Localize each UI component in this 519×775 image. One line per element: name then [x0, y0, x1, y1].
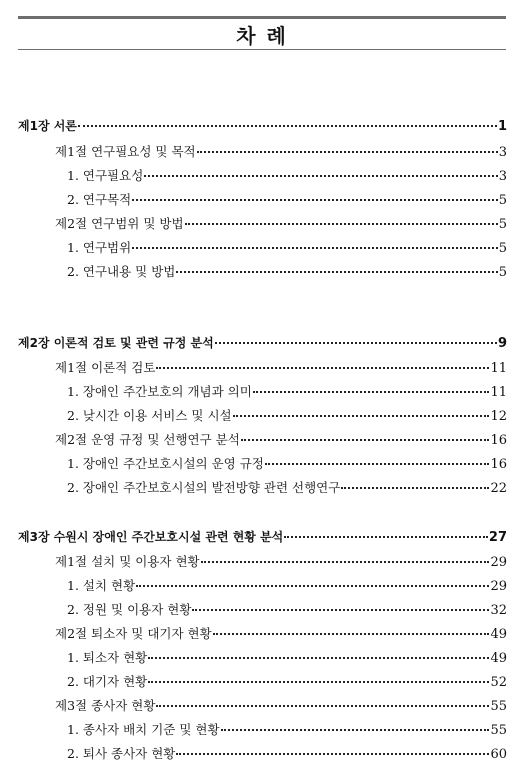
dot-leader [156, 704, 489, 707]
toc-entry-page: 27 [488, 530, 507, 545]
dot-leader [284, 535, 488, 538]
toc-entry-page: 1 [497, 119, 507, 134]
toc-entry-label: 2. 연구목적 [67, 192, 132, 207]
toc-entry-subsection[interactable] [67, 238, 507, 258]
toc-entry-label: 2. 퇴사 종사자 현황 [67, 746, 176, 761]
toc-entry-section[interactable] [55, 142, 507, 162]
toc-entry-label: 제2절 연구범위 및 방법 [55, 216, 184, 231]
toc-entry-page: 16 [490, 433, 507, 448]
dot-leader [148, 680, 489, 683]
toc-entry-subsection[interactable] [67, 648, 507, 668]
toc-entry-section[interactable] [55, 696, 507, 716]
dot-leader [185, 222, 498, 225]
page-title: 차 례 [236, 23, 288, 48]
toc-entry-label: 제2절 퇴소자 및 대기자 현황 [55, 626, 212, 641]
toc-entry-page: 29 [490, 579, 507, 594]
toc-entry-label: 2. 대기자 현황 [67, 674, 148, 689]
toc-entry-section[interactable] [55, 358, 507, 378]
dot-leader [176, 270, 497, 273]
toc-entry-page: 52 [490, 675, 507, 690]
toc-entry-label: 제3장 수원시 장애인 주간보호시설 관련 현황 분석 [18, 530, 284, 544]
dot-leader [144, 174, 497, 177]
dot-leader [156, 366, 489, 369]
toc-entry-subsection[interactable] [67, 744, 507, 764]
toc-entry-label: 제2장 이론적 검토 및 관련 규정 분석 [18, 336, 214, 350]
toc-entry-label: 2. 장애인 주간보호시설의 발전방향 관련 선행연구 [67, 480, 341, 495]
toc-entry-subsection[interactable] [67, 672, 507, 692]
toc-entry-label: 2. 정원 및 이용자 현황 [67, 602, 192, 617]
toc-entry-section[interactable] [55, 624, 507, 644]
toc-entry-page: 11 [490, 385, 507, 400]
toc-entry-label: 제1절 설치 및 이용자 현황 [55, 554, 200, 569]
toc-entry-page: 11 [490, 361, 507, 376]
toc-entry-section[interactable] [55, 214, 507, 234]
toc-entry-subsection[interactable] [67, 576, 507, 596]
dot-leader [213, 632, 490, 635]
dot-leader [132, 246, 498, 249]
toc-entry-page: 29 [490, 555, 507, 570]
dot-leader [197, 150, 498, 153]
toc-entry-label: 1. 설치 현황 [67, 578, 136, 593]
dot-leader [201, 560, 490, 563]
toc-entry-subsection[interactable] [67, 190, 507, 210]
toc-entry-subsection[interactable] [67, 600, 507, 620]
toc-entry-label: 1. 종사자 배치 기준 및 현황 [67, 722, 220, 737]
toc-entry-page: 3 [498, 169, 507, 184]
toc-entry-page: 60 [490, 747, 507, 762]
dot-leader [221, 728, 490, 731]
dot-leader [132, 198, 498, 201]
toc-entry-page: 16 [490, 457, 507, 472]
toc-entry-page: 3 [498, 145, 507, 160]
toc-entry-label: 1. 장애인 주간보호의 개념과 의미 [67, 384, 252, 399]
toc-title-bar [18, 16, 506, 50]
dot-leader [341, 486, 489, 489]
toc-entry-subsection[interactable] [67, 382, 507, 402]
toc-entry-subsection[interactable] [67, 262, 507, 282]
toc-entry-label: 2. 낮시간 이용 서비스 및 시설 [67, 408, 232, 423]
toc-entry-page: 32 [490, 603, 507, 618]
toc-entry-label: 제1장 서론 [18, 119, 77, 133]
toc-entry-subsection[interactable] [67, 454, 507, 474]
toc-entry-page: 5 [498, 193, 507, 208]
dot-leader [192, 608, 489, 611]
dot-leader [136, 584, 489, 587]
toc-entry-subsection[interactable] [67, 406, 507, 426]
toc-entry-page: 55 [490, 723, 507, 738]
toc-entry-label: 1. 연구범위 [67, 240, 132, 255]
dot-leader [233, 414, 490, 417]
toc-entry-chapter-1[interactable] [18, 117, 507, 137]
toc-entry-section[interactable] [55, 552, 507, 572]
toc-entry-subsection[interactable] [67, 166, 507, 186]
dot-leader [241, 438, 490, 441]
toc-entry-page: 5 [498, 265, 507, 280]
toc-entry-chapter-2[interactable] [18, 334, 507, 354]
toc-entry-label: 제1절 연구필요성 및 목적 [55, 144, 196, 159]
toc-entry-label: 1. 장애인 주간보호시설의 운영 규정 [67, 456, 264, 471]
toc-entry-label: 제1절 이론적 검토 [55, 360, 156, 375]
toc-entry-subsection[interactable] [67, 478, 507, 498]
dot-leader [265, 462, 490, 465]
toc-entry-page: 9 [497, 336, 507, 351]
toc-entry-subsection[interactable] [67, 720, 507, 740]
dot-leader [253, 390, 490, 393]
toc-entry-label: 제2절 운영 규정 및 선행연구 분석 [55, 432, 240, 447]
toc-entry-chapter-3[interactable] [18, 528, 507, 548]
toc-entry-page: 12 [490, 409, 507, 424]
dot-leader [176, 752, 489, 755]
dot-leader [215, 341, 497, 344]
toc-entry-label: 제3절 종사자 현황 [55, 698, 156, 713]
toc-entry-label: 1. 퇴소자 현황 [67, 650, 148, 665]
toc-entry-section[interactable] [55, 430, 507, 450]
toc-entry-page: 22 [490, 481, 507, 496]
toc-entry-label: 2. 연구내용 및 방법 [67, 264, 176, 279]
toc-entry-page: 5 [498, 217, 507, 232]
toc-entry-page: 49 [490, 627, 507, 642]
toc-entry-page: 55 [490, 699, 507, 714]
toc-entry-label: 1. 연구필요성 [67, 168, 144, 183]
dot-leader [148, 656, 489, 659]
dot-leader [78, 124, 497, 127]
toc-entry-page: 49 [490, 651, 507, 666]
toc-entry-page: 5 [498, 241, 507, 256]
